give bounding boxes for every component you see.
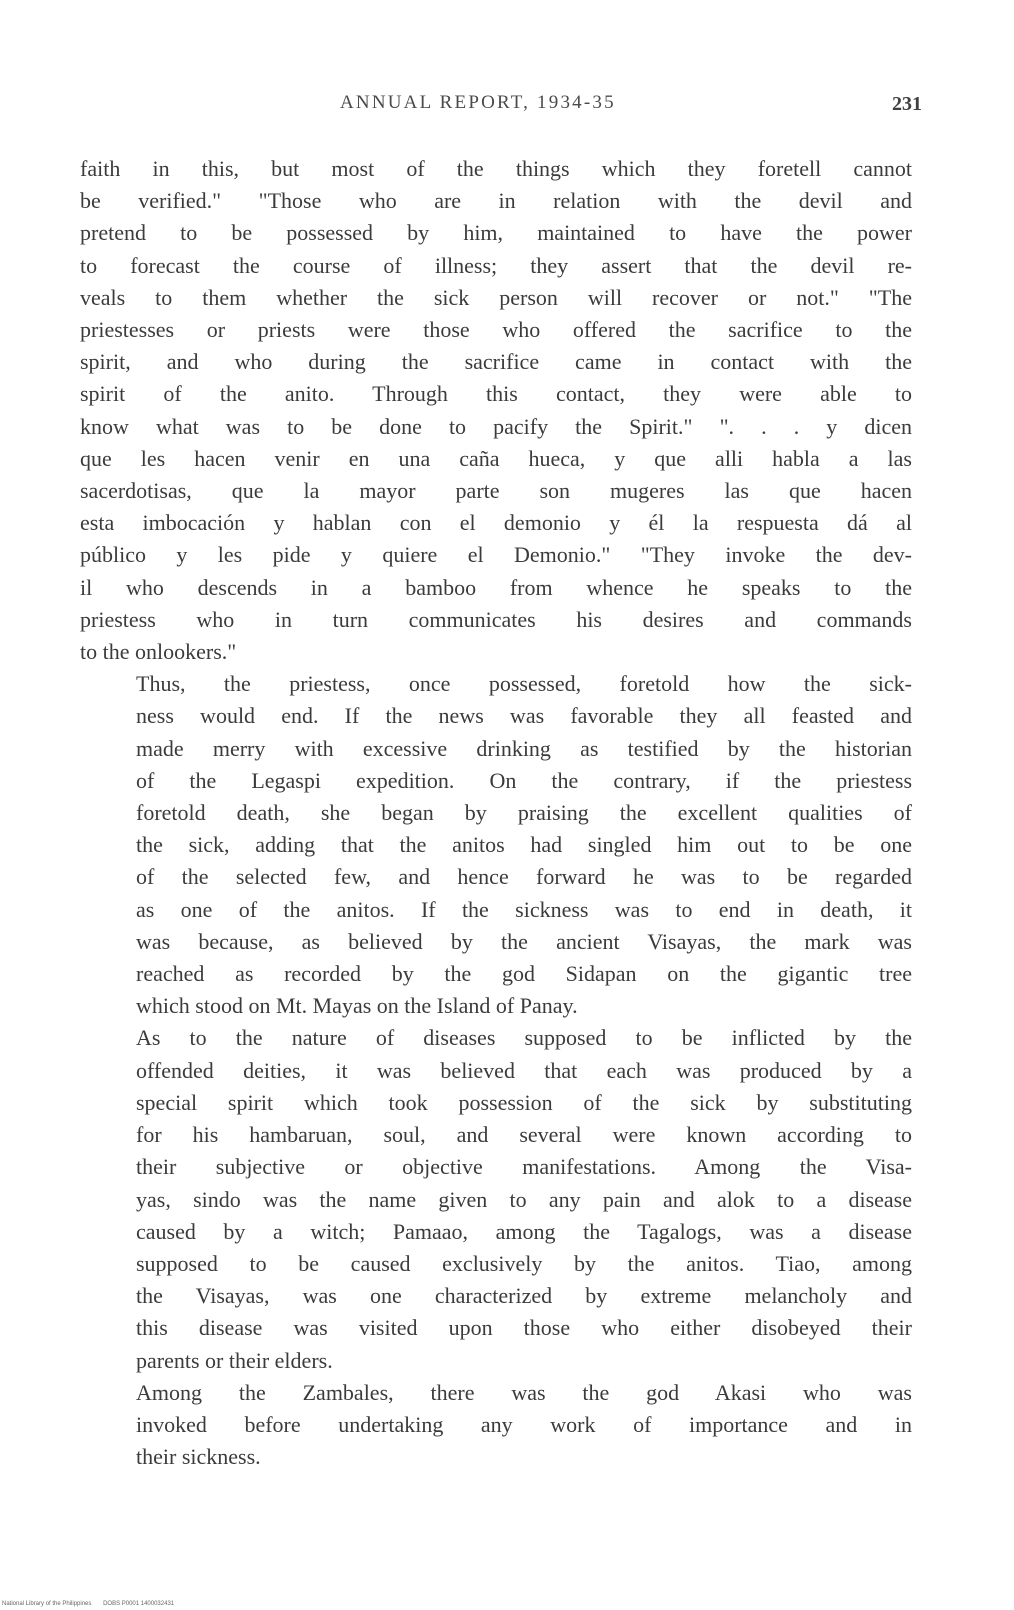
body-text <box>80 153 912 1473</box>
text-line: spirit of the anito. Through this contact, they were able to <box>80 381 912 407</box>
text-line: the sick, adding that the anitos had singled him out to be one <box>136 832 912 858</box>
text-line: sacerdotisas, que la mayor parte son mugeres las que hacen <box>80 478 912 504</box>
text-line: their sickness. <box>136 1444 261 1470</box>
text-line: know what was to be done to pacify the Spirit." ". . . y dicen <box>80 413 912 439</box>
text-line: as one of the anitos. If the sickness was to end in death, it <box>136 896 912 922</box>
text-line: priestesses or priests were those who offered the sacrifice to the <box>80 317 912 343</box>
text-line: supposed to be caused exclusively by the anitos. Tiao, among <box>136 1250 912 1276</box>
text-line: foretold death, she began by praising the excellent qualities of <box>136 800 912 826</box>
text-line: pretend to be possessed by him, maintained to have the power <box>80 220 912 246</box>
text-line: que les hacen venir en una caña hueca, y que alli habla a las <box>80 445 912 471</box>
text-line: Thus, the priestess, once possessed, foretold how the sick- <box>136 671 912 697</box>
paragraph <box>80 1022 912 1376</box>
text-line: offended deities, it was believed that each was produced by a <box>136 1057 912 1083</box>
text-line: invoked before undertaking any work of importance and in <box>136 1411 912 1437</box>
text-line: yas, sindo was the name given to any pain and alok to a disease <box>136 1186 912 1212</box>
text-line: which stood on Mt. Mayas on the Island of Panay. <box>136 993 578 1019</box>
text-line: this disease was visited upon those who either disobeyed their <box>136 1315 912 1341</box>
text-line: made merry with excessive drinking as testified by the historian <box>136 735 912 761</box>
text-line: veals to them whether the sick person will recover or not." "The <box>80 284 912 310</box>
text-line: Among the Zambales, there was the god Akasi who was <box>136 1379 912 1405</box>
text-line: ness would end. If the news was favorable they all feasted and <box>136 703 912 729</box>
text-line: público y les pide y quiere el Demonio." "They invoke the dev- <box>80 542 912 568</box>
text-line: be verified." "Those who are in relation with the devil and <box>80 188 912 214</box>
text-line: for his hambaruan, soul, and several were known according to <box>136 1122 912 1148</box>
text-line: special spirit which took possession of the sick by substituting <box>136 1089 912 1115</box>
text-line: As to the nature of diseases supposed to be inflicted by the <box>136 1025 912 1051</box>
text-line: to the onlookers." <box>80 639 237 665</box>
text-line: was because, as believed by the ancient Visayas, the mark was <box>136 928 912 954</box>
text-line: of the selected few, and hence forward he was to be regarded <box>136 864 912 890</box>
page-header <box>0 92 1014 122</box>
text-line: caused by a witch; Pamaao, among the Tagalogs, was a disease <box>136 1218 912 1244</box>
text-line: il who descends in a bamboo from whence he speaks to the <box>80 574 912 600</box>
text-line: spirit, and who during the sacrifice came in contact with the <box>80 349 912 375</box>
paragraph <box>80 1377 912 1474</box>
paragraph <box>80 153 912 668</box>
footer-identifier: DOBS P0001 1400032431 <box>103 1601 175 1607</box>
footer-library: National Library of the Philippines <box>2 1601 92 1607</box>
text-line: their subjective or objective manifestations. Among the Visa- <box>136 1154 912 1180</box>
text-line: of the Legaspi expedition. On the contrary, if the priestess <box>136 767 912 793</box>
running-title: ANNUAL REPORT, 1934-35 <box>340 92 616 113</box>
text-line: the Visayas, was one characterized by extreme melancholy and <box>136 1283 912 1309</box>
text-line: reached as recorded by the god Sidapan on the gigantic tree <box>136 961 912 987</box>
text-line: faith in this, but most of the things which they foretell cannot <box>80 156 912 181</box>
text-line: parents or their elders. <box>136 1347 333 1373</box>
text-line: esta imbocación y hablan con el demonio y él la respuesta dá al <box>80 510 912 536</box>
paragraph <box>80 668 912 1022</box>
footer <box>2 1601 184 1607</box>
page-number: 231 <box>892 93 922 115</box>
text-line: to forecast the course of illness; they assert that the devil re- <box>80 252 912 278</box>
text-line: priestess who in turn communicates his desires and commands <box>80 606 912 632</box>
